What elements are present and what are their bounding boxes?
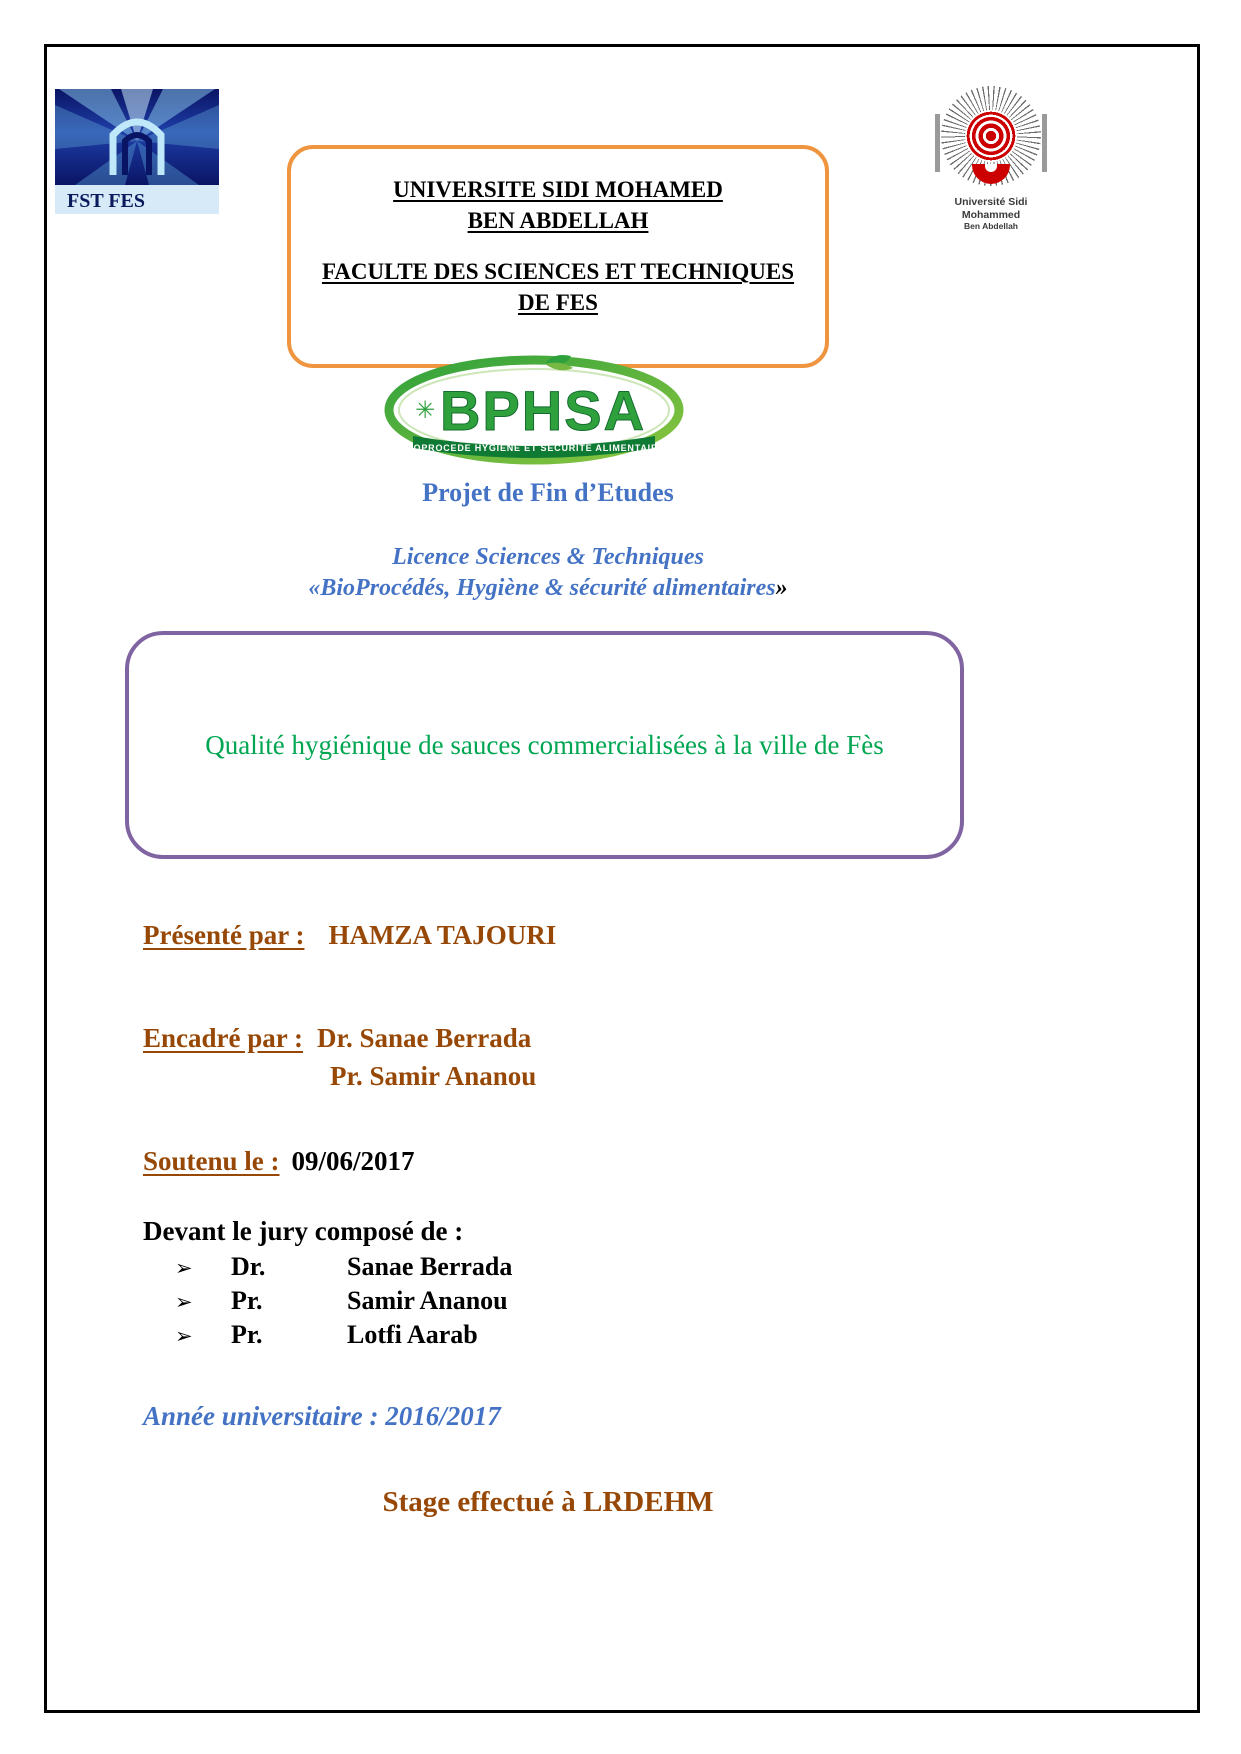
jury-row — [175, 1284, 512, 1318]
closing-quote: » — [775, 575, 788, 601]
bphsa-acronym: BPHSA — [439, 379, 647, 442]
internship-line: Stage effectué à LRDEHM — [382, 1486, 714, 1518]
jury-bullet-icon: ➢ — [175, 1290, 193, 1314]
seal-caption-line1: Université Sidi Mohammed — [954, 196, 1028, 221]
jury-member-title: Pr. — [231, 1286, 263, 1315]
presented-by-line — [143, 920, 556, 951]
presented-by-label: Présenté par : — [143, 920, 305, 950]
jury-member-name: Lotfi Aarab — [347, 1320, 478, 1349]
supervised-by-label: Encadré par : — [143, 1023, 303, 1053]
fst-fes-logo — [55, 89, 219, 214]
supervised-by-line — [143, 1023, 531, 1054]
flower-icon: ✳ — [415, 396, 436, 424]
defense-date-label: Soutenu le : — [143, 1146, 280, 1176]
supervisor-1-name: Dr. Sanae Berrada — [317, 1023, 532, 1053]
supervisor-2-line — [330, 1061, 536, 1092]
jury-heading: Devant le jury composé de : — [143, 1216, 464, 1246]
seal-pillar-right — [1042, 114, 1047, 172]
bphsa-banner-text: BIOPROCEDE HYGIENE ET SECURITE ALIMENTAIRE — [402, 443, 666, 453]
jury-row — [175, 1250, 512, 1284]
project-type-heading: Projet de Fin d’Etudes — [422, 478, 674, 507]
jury-member-name: Sanae Berrada — [347, 1252, 513, 1281]
university-info-box — [287, 145, 829, 368]
faculty-name-line2: DE FES — [518, 290, 598, 316]
jury-bullet-icon: ➢ — [175, 1256, 193, 1280]
degree-line2: «BioProcédés, Hygiène & sécurité alimentaires» — [308, 575, 788, 601]
fst-fes-logo-graphic — [55, 89, 219, 214]
bphsa-logo — [383, 352, 685, 472]
jury-list — [175, 1250, 512, 1352]
university-name-line1: UNIVERSITE SIDI MOHAMED — [393, 177, 723, 202]
thesis-title: Qualité hygiénique de sauces commercialisées à la ville de Fès — [205, 729, 884, 760]
seal-pillar-left — [935, 114, 940, 172]
jury-member-title: Pr. — [231, 1320, 263, 1349]
seal-caption-line2: Ben Abdellah — [964, 221, 1018, 232]
jury-member-title: Dr. — [231, 1252, 266, 1281]
defense-date-line — [143, 1146, 415, 1177]
thesis-title-box — [125, 631, 964, 859]
jury-bullet-icon: ➢ — [175, 1324, 193, 1348]
supervisor-2-name: Pr. Samir Ananou — [330, 1061, 537, 1091]
university-name-line2: BEN ABDELLAH — [467, 208, 649, 234]
jury-member-name: Samir Ananou — [347, 1286, 508, 1315]
presented-by-name: HAMZA TAJOURI — [328, 920, 557, 950]
seal-caption — [924, 196, 1058, 231]
bphsa-logo-graphic — [383, 352, 685, 472]
defense-date-value: 09/06/2017 — [291, 1146, 415, 1176]
seal-rosette-icon — [965, 110, 1017, 162]
fst-logo-text: FST FES — [67, 190, 145, 212]
university-seal — [932, 84, 1050, 238]
degree-line1: Licence Sciences & Techniques — [392, 544, 704, 570]
jury-row — [175, 1318, 512, 1352]
faculty-name-line1: FACULTE DES SCIENCES ET TECHNIQUES — [321, 259, 795, 285]
academic-year-line: Année universitaire : 2016/2017 — [143, 1401, 501, 1431]
